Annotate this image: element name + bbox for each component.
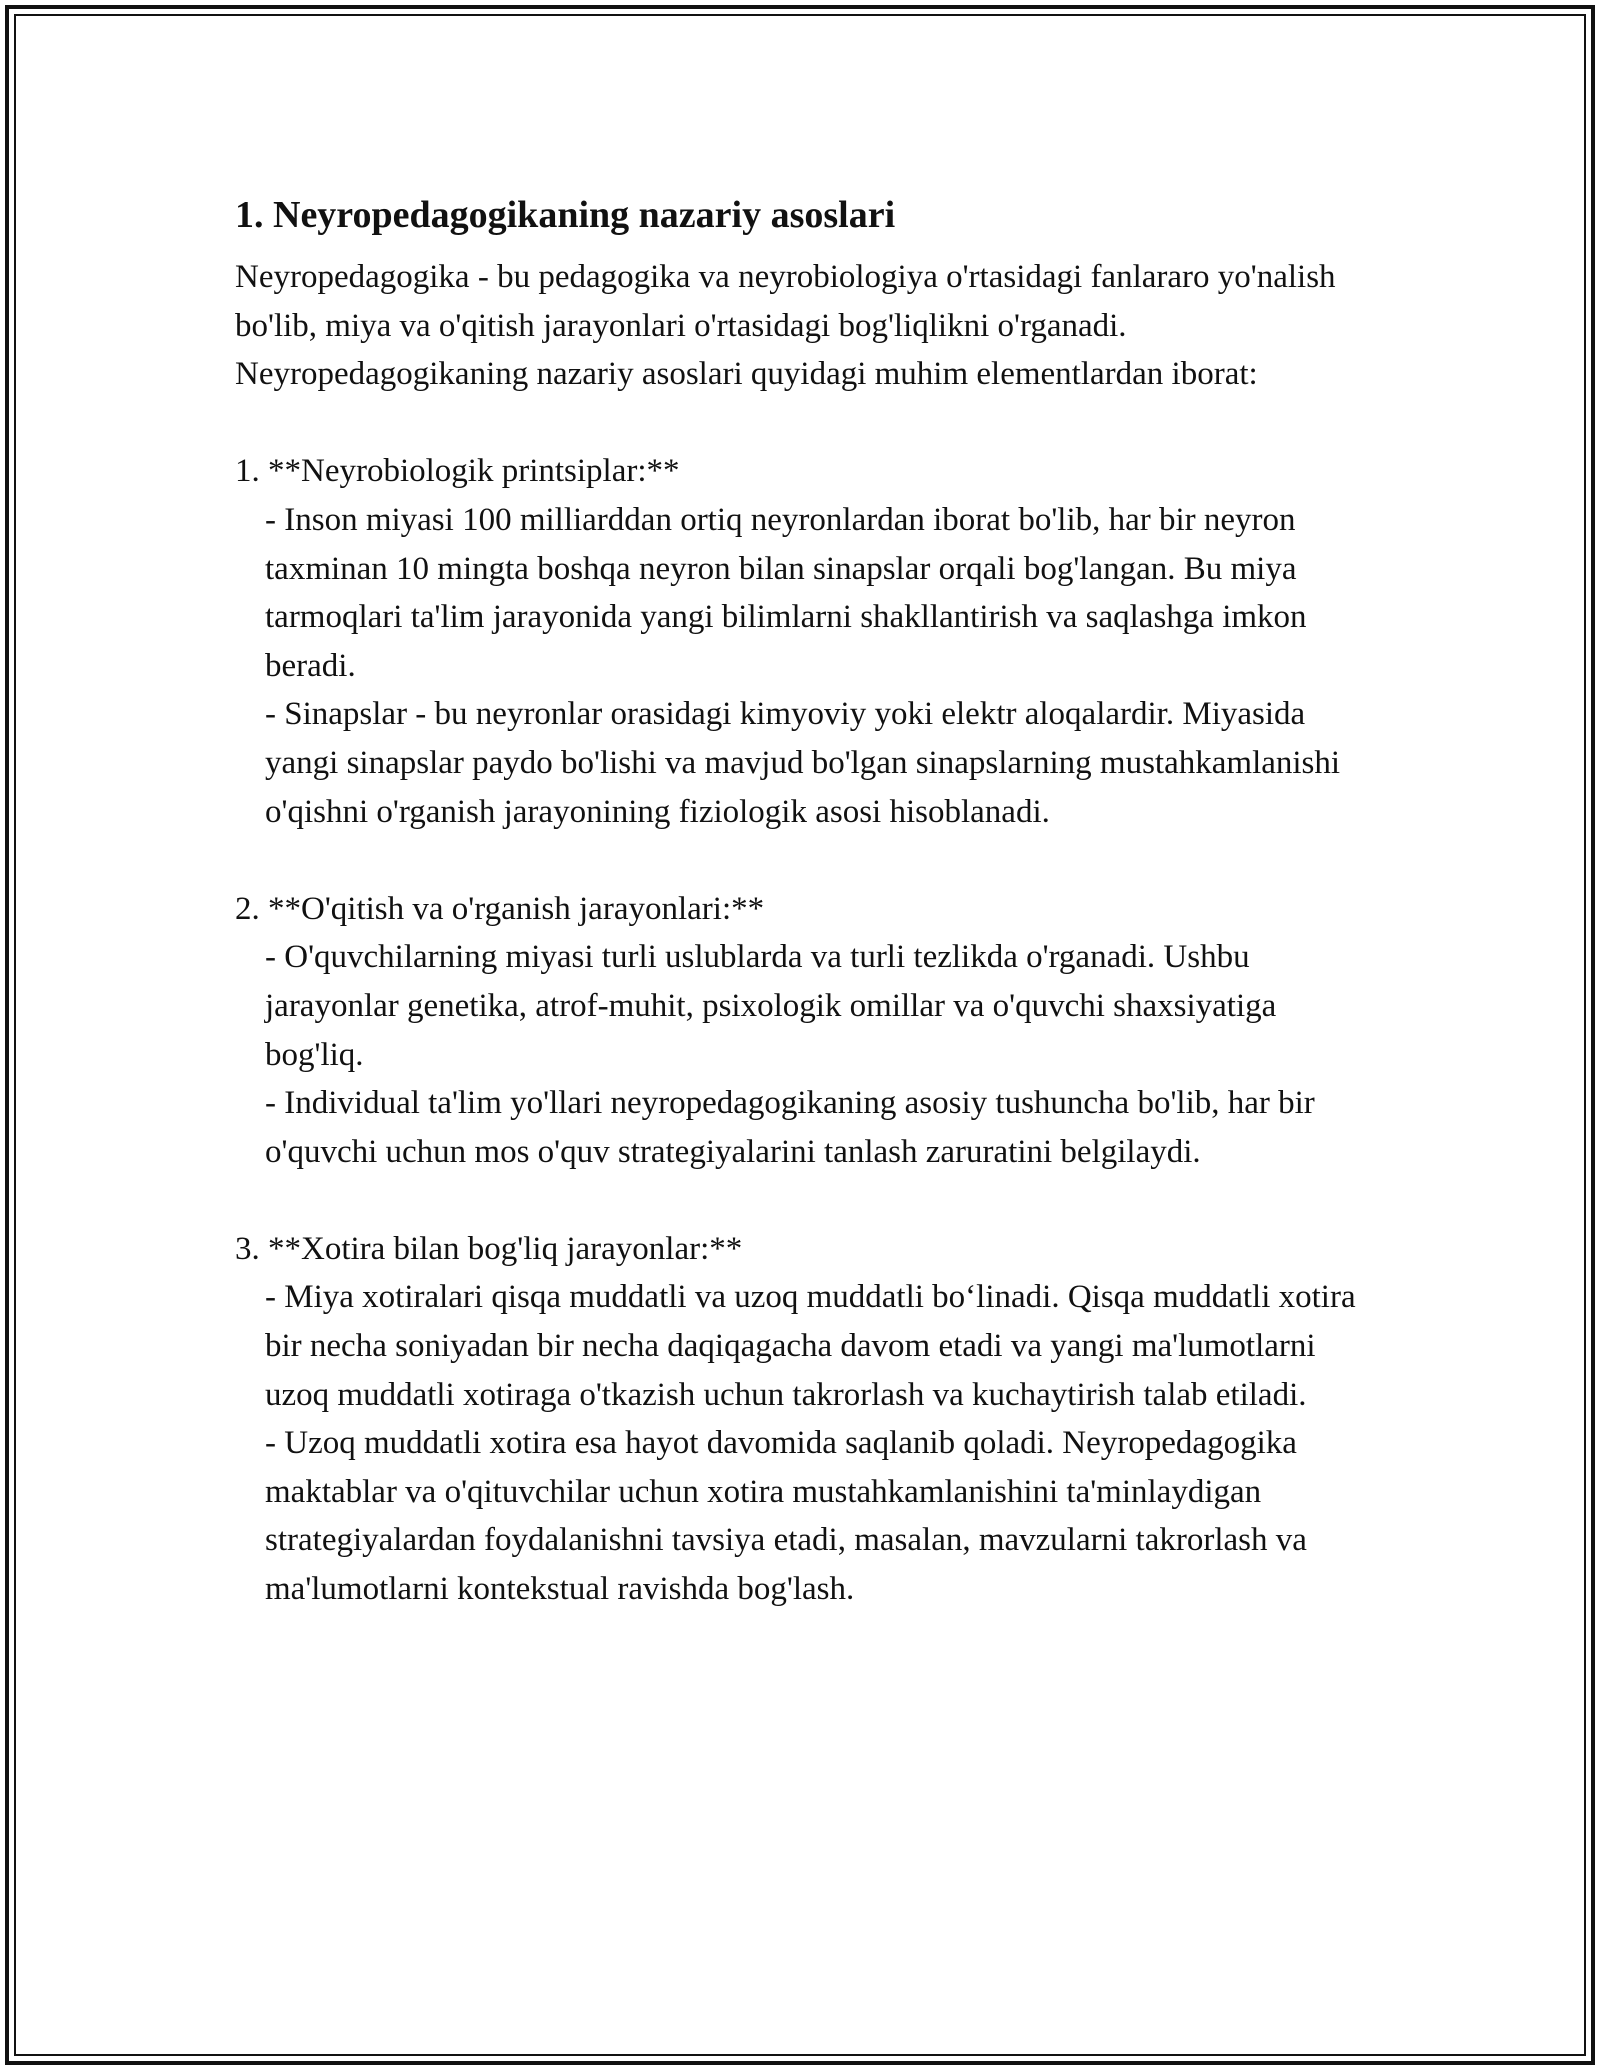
section-3-item-1: - Miya xotiralari qisqa muddatli va uzoq muddatli bo‘linadi. Qisqa muddatli xotira bir necha soniyadan bir necha daqiqagacha davom etadi va yangi ma'lumotlarni uzoq muddatli xotiraga o'tkazish uchun takrorlash va kuchaytirish talab etiladi. bbox=[265, 1279, 1356, 1413]
paragraph-gap bbox=[235, 399, 1375, 448]
document-body bbox=[235, 185, 1375, 1614]
section-3-item-2: - Uzoq muddatli xotira esa hayot davomida saqlanib qoladi. Neyropedagogika maktablar va o'qituvchilar uchun xotira mustahkamlanishini ta'minlaydigan strategiyalardan foydalanishni tavsiya etadi, masalan, mavzularni takrorlash va ma'lumotlarni kontekstual ravishda bog'lash. bbox=[265, 1425, 1307, 1608]
document-title: 1. Neyropedagogikaning nazariy asoslari bbox=[235, 194, 896, 236]
section-heading-2: 2. **O'qitish va o'rganish jarayonlari:** bbox=[235, 890, 765, 927]
section-heading-3: 3. **Xotira bilan bog'liq jarayonlar:** bbox=[235, 1230, 743, 1267]
section-heading-1: 1. **Neyrobiologik printsiplar:** bbox=[235, 453, 680, 490]
section-2-item-2: - Individual ta'lim yo'llari neyropedagogikaning asosiy tushuncha bo'lib, har bir o'quvchi uchun mos o'quv strategiyalarini tanlash zaruratini belgilaydi. bbox=[265, 1085, 1315, 1170]
section-2-item-1: - O'quvchilarning miyasi turli uslublarda va turli tezlikda o'rganadi. Ushbu jarayonlar genetika, atrof-muhit, psixologik omillar va o'quvchi shaxsiyatiga bog'liq. bbox=[265, 939, 1277, 1073]
paragraph-gap bbox=[235, 1176, 1375, 1225]
paragraph-gap bbox=[235, 836, 1375, 885]
section-1-item-2: - Sinapslar - bu neyronlar orasidagi kimyoviy yoki elektr aloqalardir. Miyasida yangi sinapslar paydo bo'lishi va mavjud bo'lgan sinapslarning mustahkamlanishi o'qishni o'rganish jarayonining fiziologik asosi hisoblanadi. bbox=[265, 696, 1341, 830]
intro-paragraph: Neyropedagogika - bu pedagogika va neyrobiologiya o'rtasidagi fanlararo yo'nalish bo'lib, miya va o'qitish jarayonlari o'rtasidagi bog'liqlikni o'rganadi. Neyropedagogikaning nazariy asoslari quyidagi muhim elementlardan iborat: bbox=[235, 259, 1336, 393]
section-1-item-1: - Inson miyasi 100 milliarddan ortiq neyronlardan iborat bo'lib, har bir neyron taxminan 10 mingta boshqa neyron bilan sinapslar orqali bog'langan. Bu miya tarmoqlari ta'lim jarayonida yangi bilimlarni shakllantirish va saqlashga imkon beradi. bbox=[265, 501, 1307, 684]
